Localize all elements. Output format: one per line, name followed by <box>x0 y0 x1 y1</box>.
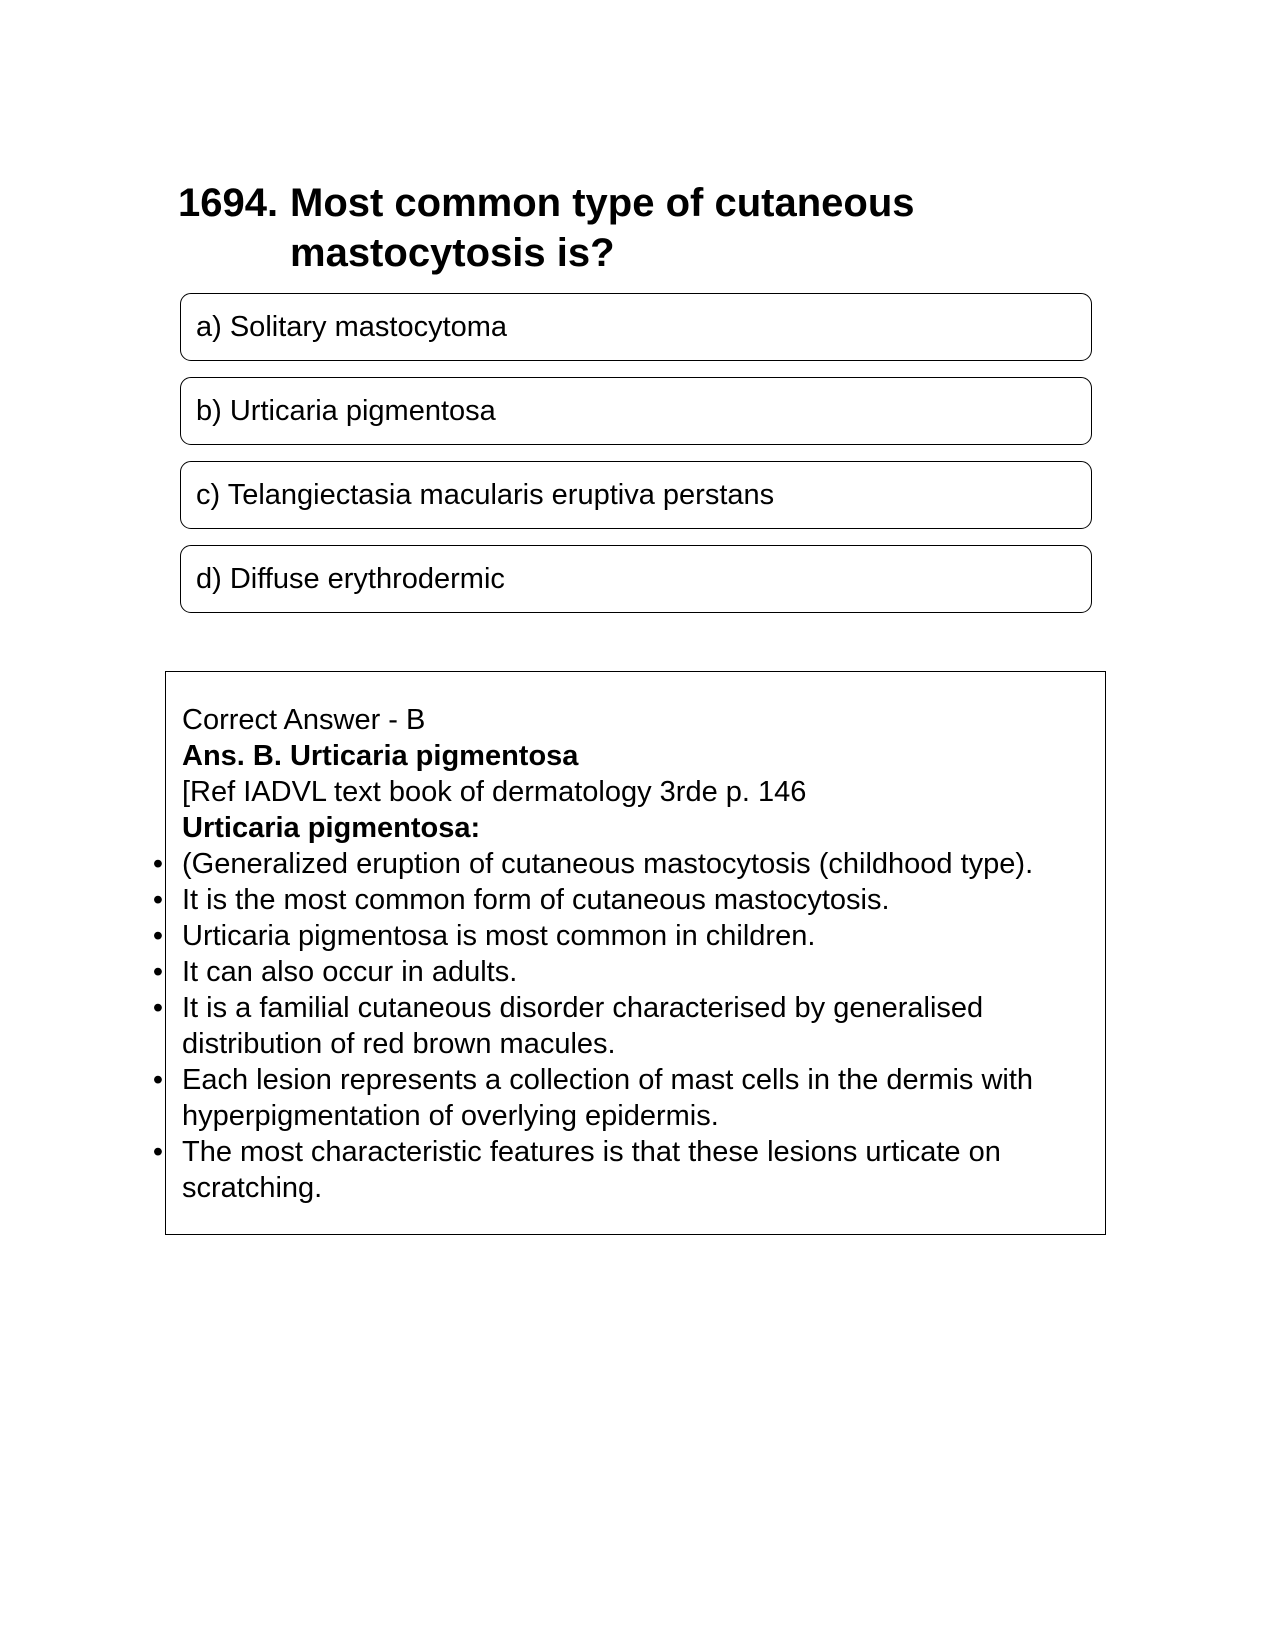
bullet-icon: • <box>152 992 164 1024</box>
explanation-bullet-list <box>152 846 1082 1206</box>
question-number: 1694. <box>178 181 279 225</box>
question-text: Most common type of cutaneous mastocytosis is? <box>290 181 915 275</box>
bullet-text: It is a familial cutaneous disorder characterised by generalised distribution of red brown macules. <box>182 992 984 1060</box>
bullet-icon: • <box>152 848 164 880</box>
answer-content <box>152 702 1082 1206</box>
correct-answer-line: Correct Answer - B <box>182 704 426 736</box>
bullet-text: It can also occur in adults. <box>182 956 518 988</box>
bullet-text: The most characteristic features is that these lesions urticate on scratching. <box>182 1136 1001 1204</box>
bullet-text: Urticaria pigmentosa is most common in children. <box>182 920 816 952</box>
bullet-icon: • <box>152 956 164 988</box>
bullet-item <box>152 918 1082 954</box>
bullet-item <box>152 882 1082 918</box>
bullet-item <box>152 846 1082 882</box>
bullet-text: It is the most common form of cutaneous mastocytosis. <box>182 884 890 916</box>
bullet-icon: • <box>152 1064 164 1096</box>
bullet-item <box>152 1134 1082 1206</box>
bullet-text: Each lesion represents a collection of mast cells in the dermis with hyperpigmentation of overlying epidermis. <box>182 1064 1034 1132</box>
answer-heading: Ans. B. Urticaria pigmentosa <box>182 740 579 772</box>
answer-explanation-box <box>152 671 1106 1235</box>
bullet-item <box>152 1062 1082 1134</box>
options-list <box>180 293 1092 629</box>
bullet-icon: • <box>152 920 164 952</box>
bullet-item <box>152 990 1082 1062</box>
bullet-icon: • <box>152 1136 164 1168</box>
option-d[interactable]: d) Diffuse erythrodermic <box>180 545 1092 613</box>
section-heading: Urticaria pigmentosa: <box>182 812 481 844</box>
option-c[interactable]: c) Telangiectasia macularis eruptiva perstans <box>180 461 1092 529</box>
reference-line: [Ref IADVL text book of dermatology 3rde p. 146 <box>182 776 807 808</box>
option-a[interactable]: a) Solitary mastocytoma <box>180 293 1092 361</box>
bullet-item <box>152 954 1082 990</box>
bullet-text: (Generalized eruption of cutaneous mastocytosis (childhood type). <box>182 848 1034 880</box>
option-b[interactable]: b) Urticaria pigmentosa <box>180 377 1092 445</box>
question-heading <box>178 178 1078 278</box>
bullet-icon: • <box>152 884 164 916</box>
